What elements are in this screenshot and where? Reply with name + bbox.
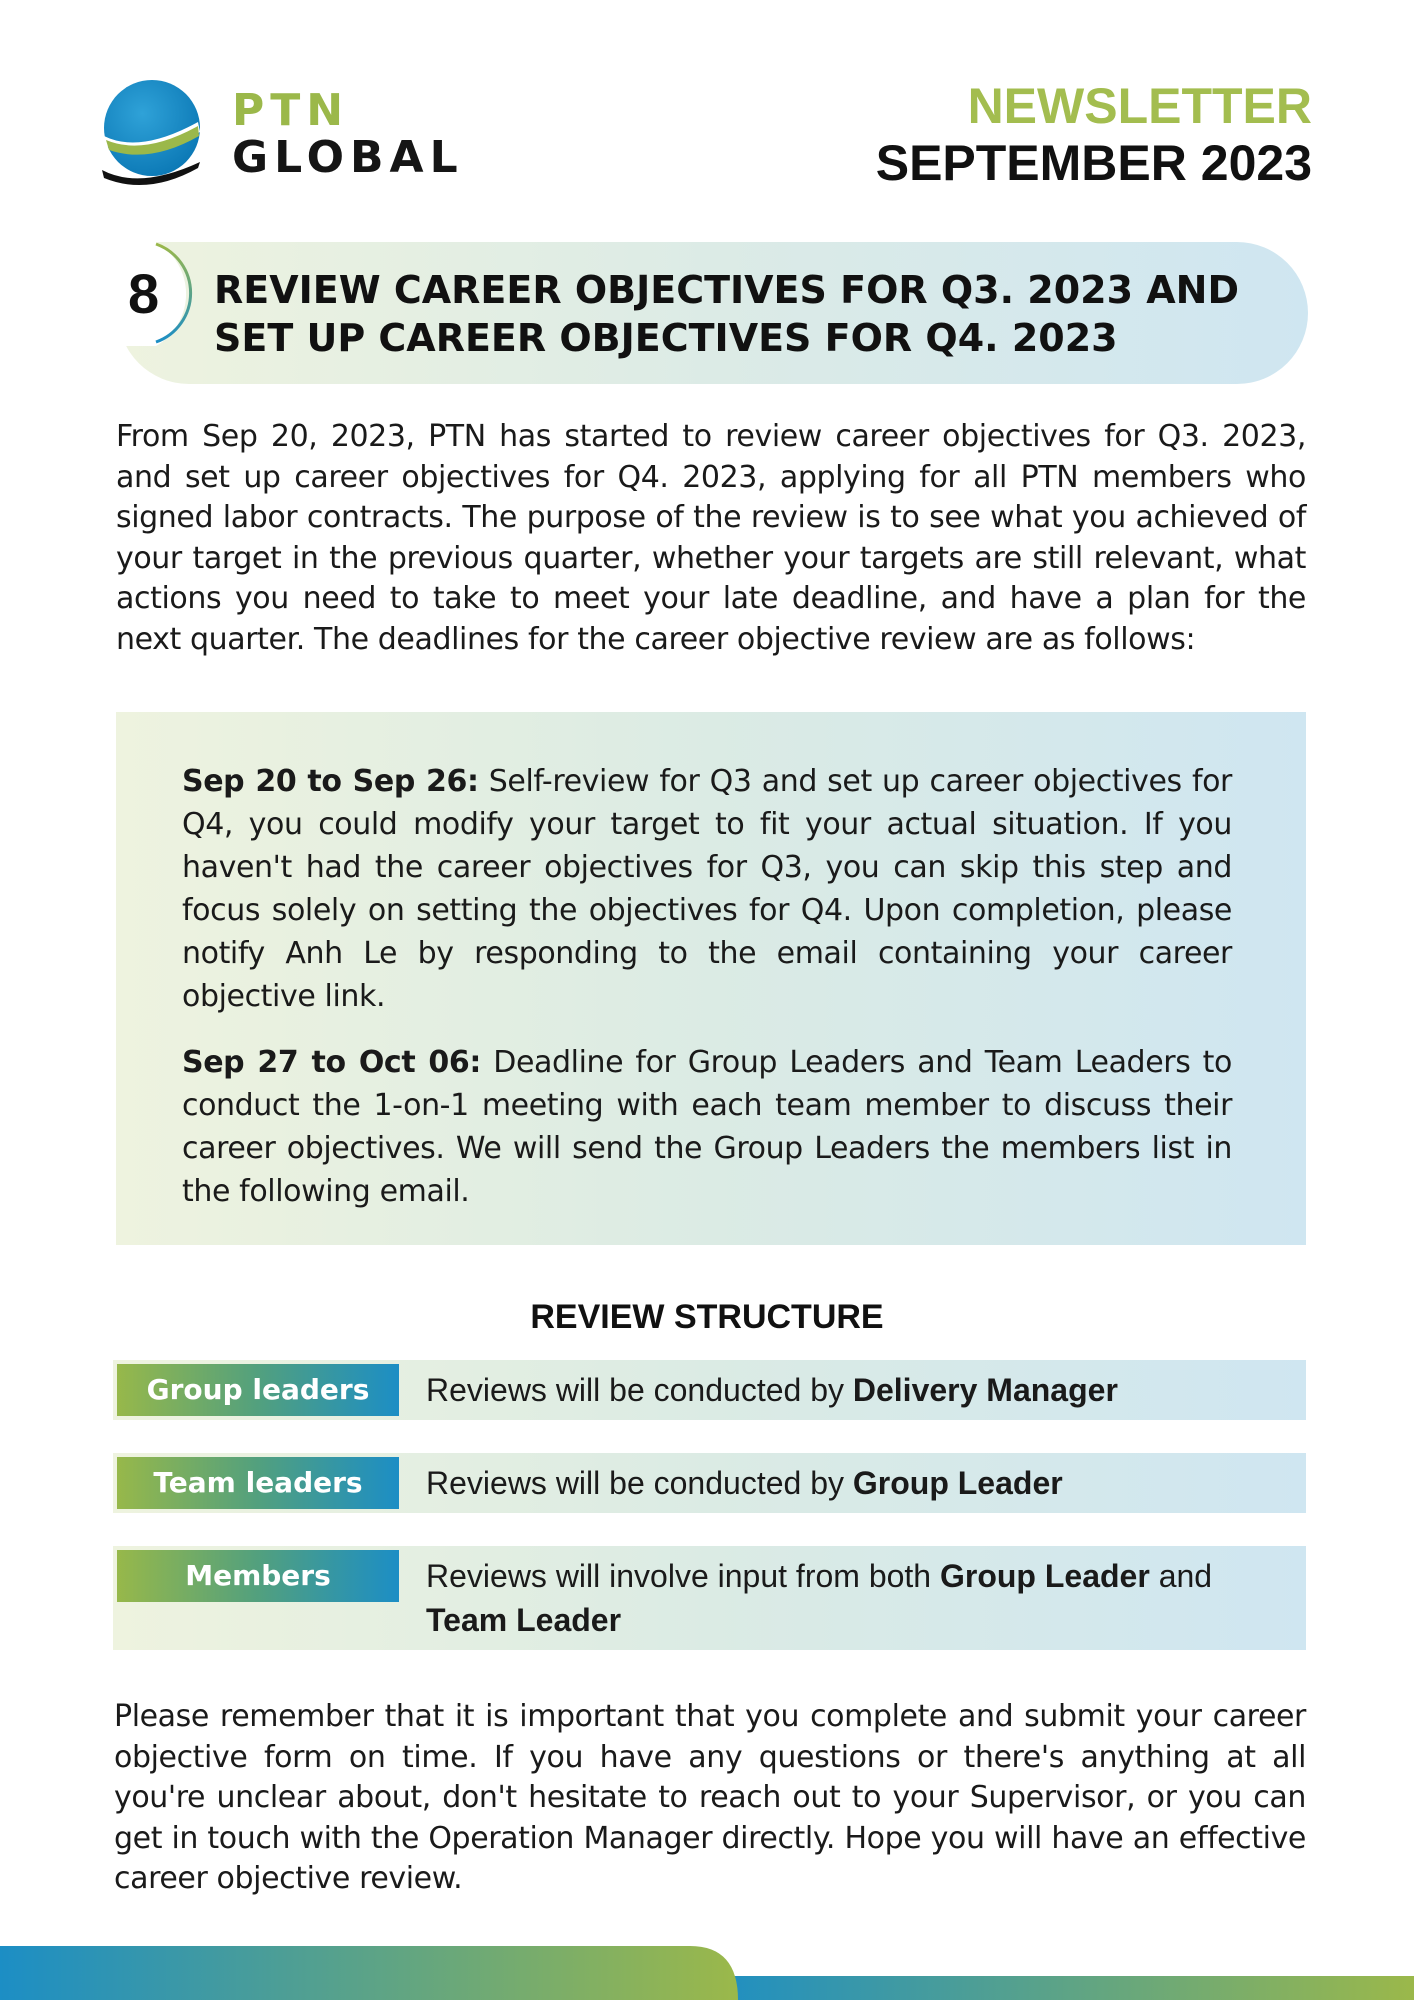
deadline-item: [182, 1041, 1232, 1213]
ptn-global-logo: [100, 78, 464, 198]
globe-logo-icon: [100, 78, 206, 194]
section-title-line-1: REVIEW CAREER OBJECTIVES FOR Q3. 2023 AND: [214, 268, 1240, 312]
role-tag: Team leaders: [117, 1457, 399, 1509]
issue-date: SEPTEMBER 2023: [875, 135, 1312, 191]
role-description: [426, 1461, 1276, 1505]
intro-paragraph: From Sep 20, 2023, PTN has started to review career objectives for Q3. 2023, and set up career objectives for Q4. 2023, applying for all PTN members who signed labor contracts. The purpose of the review is to see what you achieved of your target in the previous quarter, whether your targets are still relevant, what actions you need to take to meet your late deadline, and have a plan for the next quarter. The deadlines for the career objective review are as follows:: [116, 419, 1306, 657]
reviewer-name: Team Leader: [426, 1602, 622, 1638]
review-structure-title: REVIEW STRUCTURE: [530, 1298, 884, 1336]
role-description-text: Reviews will involve input from both: [426, 1558, 940, 1594]
role-tag: Members: [117, 1550, 399, 1602]
closing-paragraph: Please remember that it is important that you complete and submit your career objective form on time. If you have any questions or there's anything at all you're unclear about, don't hesitate to reach out to your Supervisor, or you can get in touch with the Operation Manager directly. Hope you will have an effective career objective review.: [114, 1699, 1306, 1896]
footer-band: [0, 1946, 1414, 2000]
reviewer-name: Group Leader: [939, 1558, 1150, 1594]
deadline-item: [182, 760, 1232, 1018]
review-row-group-leaders: [113, 1360, 1306, 1420]
section-heading: [118, 242, 1308, 384]
logo-line-global: GLOBAL: [232, 132, 464, 183]
role-tag: Group leaders: [117, 1364, 399, 1416]
role-description-text: Reviews will be conducted by: [426, 1372, 853, 1408]
review-row-members: [113, 1546, 1306, 1650]
role-description-text: Reviews will be conducted by: [426, 1465, 853, 1501]
masthead: [876, 78, 1312, 192]
newsletter-label: NEWSLETTER: [967, 78, 1312, 134]
reviewer-name: Delivery Manager: [852, 1372, 1118, 1408]
deadline-text: Self-review for Q3 and set up career objectives for Q4, you could modify your target to fit your actual situation. If you haven't had the career objectives for Q3, you can skip this step and focus solely on setting the objectives for Q4. Upon completion, please notify Anh Le by responding to the email containing your career objective link.: [182, 764, 1232, 1014]
section-number: 8: [128, 262, 160, 325]
section-title-line-2: SET UP CAREER OBJECTIVES FOR Q4. 2023: [214, 316, 1118, 360]
deadlines-box: [116, 712, 1306, 1245]
role-description: [426, 1554, 1276, 1642]
section-number-badge: [118, 242, 196, 346]
reviewer-name: Group Leader: [852, 1465, 1063, 1501]
deadline-date: Sep 20 to Sep 26:: [182, 764, 479, 799]
role-description: [426, 1368, 1276, 1412]
deadline-date: Sep 27 to Oct 06:: [182, 1045, 481, 1080]
deadline-text: Deadline for Group Leaders and Team Leaders to conduct the 1-on-1 meeting with each team member to discuss their career objectives. We will send the Group Leaders the members list in the following email.: [182, 1045, 1233, 1209]
role-description-conjunction: and: [1149, 1558, 1213, 1594]
section-title: [214, 266, 1274, 362]
logo-line-ptn: PTN: [232, 85, 350, 136]
review-row-team-leaders: [113, 1453, 1306, 1513]
